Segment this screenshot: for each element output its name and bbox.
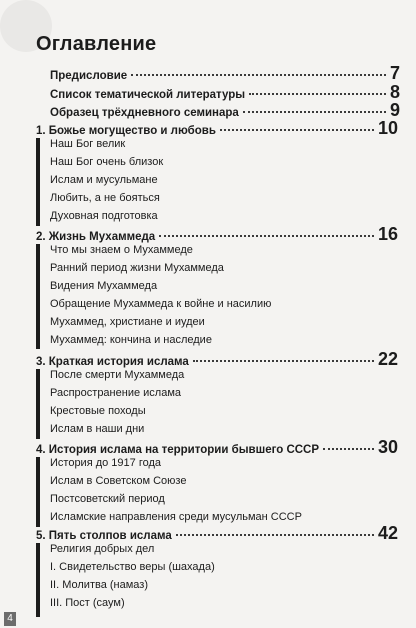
dot-leader: [193, 360, 374, 362]
toc-section[interactable]: III. Пост (саум): [50, 597, 125, 609]
toc-chapter-page: 10: [377, 118, 398, 138]
page-number: 4: [4, 612, 16, 626]
toc-chapter-5[interactable]: [36, 523, 398, 544]
toc-chapter-label: 5. Пять столпов ислама: [36, 530, 172, 542]
section-rule: [36, 138, 40, 226]
toc-title: Оглавление: [36, 33, 157, 55]
toc-section[interactable]: Ислам и мусульмане: [50, 174, 158, 186]
toc-chapter-label: 4. История ислама на территории бывшего СССР: [36, 444, 320, 456]
toc-section[interactable]: Распространение ислама: [50, 387, 182, 399]
toc-section[interactable]: Наш Бог очень близок: [50, 156, 164, 168]
toc-section[interactable]: История до 1917 года: [50, 457, 162, 469]
toc-section[interactable]: Мухаммед: кончина и наследие: [50, 334, 212, 346]
dot-leader: [243, 111, 386, 113]
toc-chapter-page: 16: [377, 224, 398, 244]
toc-entry-label: Список тематической литературы: [50, 89, 246, 101]
toc-chapter-1[interactable]: [36, 118, 398, 139]
toc-entry-page: 7: [389, 63, 400, 83]
toc-chapter-label: 1. Божье могущество и любовь: [36, 125, 216, 137]
toc-entry-page: 9: [389, 100, 400, 120]
toc-entry-label: Предисловие: [50, 70, 128, 82]
toc-section[interactable]: Наш Бог велик: [50, 138, 126, 150]
toc-entry-label: Образец трёхдневного семинара: [50, 107, 239, 119]
dot-leader: [131, 74, 386, 76]
section-rule: [36, 244, 40, 349]
toc-section[interactable]: Любить, а не бояться: [50, 192, 160, 204]
toc-chapter-page: 22: [377, 349, 398, 369]
dot-leader: [323, 448, 374, 450]
toc-chapter-label: 3. Краткая история ислама: [36, 356, 189, 368]
toc-section[interactable]: Духовная подготовка: [50, 210, 158, 222]
toc-section[interactable]: Что мы знаем о Мухаммеде: [50, 244, 193, 256]
dot-leader: [249, 93, 386, 95]
toc-chapter-label: 2. Жизнь Мухаммеда: [36, 231, 156, 243]
section-rule: [36, 369, 40, 439]
toc-chapter-page: 42: [377, 523, 398, 543]
toc-section[interactable]: Ислам в наши дни: [50, 423, 145, 435]
toc-section[interactable]: Религия добрых дел: [50, 543, 155, 555]
toc-chapter-page: 30: [377, 437, 398, 457]
toc-chapter-4[interactable]: [36, 437, 398, 458]
section-rule: [36, 457, 40, 527]
toc-section[interactable]: Исламские направления среди мусульман СССР: [50, 511, 302, 523]
toc-entry-page: 8: [389, 82, 400, 102]
toc-section[interactable]: II. Молитва (намаз): [50, 579, 149, 591]
toc-section[interactable]: I. Свидетельство веры (шахада): [50, 561, 215, 573]
toc-section[interactable]: Ранний период жизни Мухаммеда: [50, 262, 224, 274]
toc-chapter-3[interactable]: [36, 349, 398, 370]
toc-section[interactable]: После смерти Мухаммеда: [50, 369, 185, 381]
dot-leader: [220, 129, 374, 131]
toc-chapter-2[interactable]: [36, 224, 398, 245]
dot-leader: [176, 534, 374, 536]
toc-section[interactable]: Крестовые походы: [50, 405, 146, 417]
toc-section[interactable]: Ислам в Советском Союзе: [50, 475, 187, 487]
toc-section[interactable]: Мухаммед, христиане и иудеи: [50, 316, 205, 328]
toc-section[interactable]: Постсоветский период: [50, 493, 165, 505]
toc-section[interactable]: Обращение Мухаммеда к войне и насилию: [50, 298, 272, 310]
section-rule: [36, 543, 40, 617]
toc-section[interactable]: Видения Мухаммеда: [50, 280, 158, 292]
toc-entry-preface[interactable]: [50, 63, 400, 84]
dot-leader: [159, 235, 374, 237]
